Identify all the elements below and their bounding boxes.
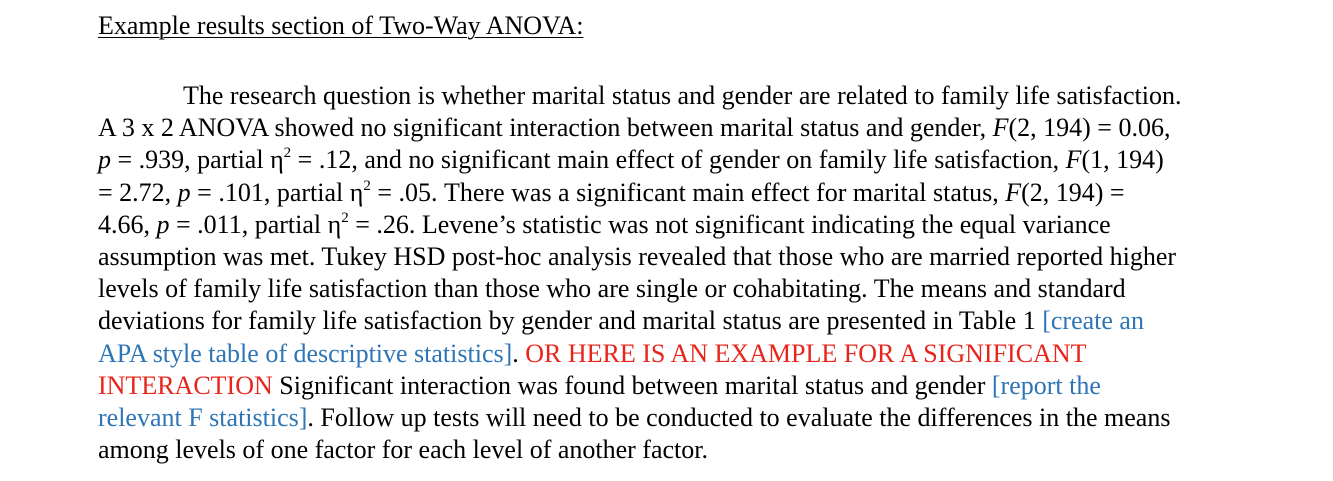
text-run: (1, 194) <box>1081 145 1164 175</box>
instruction-note: [create an <box>1042 306 1144 336</box>
superscript: 2 <box>283 145 292 162</box>
paragraph-line <box>98 209 1278 241</box>
superscript: 2 <box>341 209 349 226</box>
paragraph-line <box>98 402 1278 434</box>
instruction-note: relevant F statistics] <box>98 403 308 433</box>
text-run: A 3 x 2 ANOVA showed no significant interaction between marital status and gender, <box>98 113 993 143</box>
text-run: = .939, partial η <box>111 145 284 175</box>
paragraph-line <box>98 434 1278 466</box>
text-run: assumption was met. Tukey HSD post-hoc analysis revealed that those who are married reported higher <box>98 242 1177 272</box>
paragraph-line <box>98 144 1278 176</box>
superscript: 2 <box>363 177 371 194</box>
instruction-note: APA style table of descriptive statistics] <box>98 338 513 368</box>
text-run: (2, 194) = <box>1021 177 1125 207</box>
text-run: = .101, partial η <box>190 177 364 207</box>
paragraph-line <box>98 112 1278 144</box>
text-run: levels of family life satisfaction than those who are single or cohabitating. The means and standard <box>98 274 1126 304</box>
paragraph-line <box>98 177 1278 209</box>
section-heading: Example results section of Two-Way ANOVA: <box>98 11 584 40</box>
italic-symbol: p <box>98 145 111 175</box>
document-body <box>98 8 1278 466</box>
text-run: = .26. Levene’s statistic was not significant indicating the equal variance <box>348 209 1111 239</box>
example-highlight: OR HERE IS AN EXAMPLE FOR A SIGNIFICANT <box>525 338 1087 368</box>
italic-symbol: p <box>156 209 170 239</box>
italic-symbol: F <box>1005 177 1022 207</box>
paragraph-line <box>98 305 1278 337</box>
paragraph-line <box>98 241 1278 273</box>
results-paragraph <box>98 80 1278 466</box>
text-run: = .011, partial η <box>169 209 342 239</box>
text-run: (2, 194) = 0.06, <box>1008 113 1171 143</box>
italic-symbol: F <box>992 113 1009 143</box>
text-run: deviations for family life satisfaction by gender and marital status are presented in Table 1 <box>98 306 1043 336</box>
text-run: = 2.72, <box>98 177 178 207</box>
text-run: 4.66, <box>98 209 157 239</box>
italic-symbol: F <box>1065 145 1082 175</box>
italic-symbol: p <box>177 177 191 207</box>
paragraph-line <box>98 80 1278 112</box>
paragraph-line <box>98 338 1278 370</box>
paragraph-line <box>98 370 1278 402</box>
text-run: among levels of one factor for each level of another factor. <box>98 435 708 465</box>
instruction-note: [report the <box>991 370 1101 400</box>
text-run: . Follow up tests will need to be conducted to evaluate the differences in the means <box>307 403 1171 433</box>
text-run: = .05. There was a significant main effect for marital status, <box>370 177 1006 207</box>
text-run: Significant interaction was found between marital status and gender <box>272 370 992 400</box>
paragraph-line <box>98 273 1278 305</box>
text-run: . <box>512 338 526 368</box>
text-run: The research question is whether marital status and gender are related to family life satisfaction. <box>183 81 1182 110</box>
example-highlight: INTERACTION <box>98 370 273 400</box>
text-run: = .12, and no significant main effect of gender on family life satisfaction, <box>291 145 1066 175</box>
